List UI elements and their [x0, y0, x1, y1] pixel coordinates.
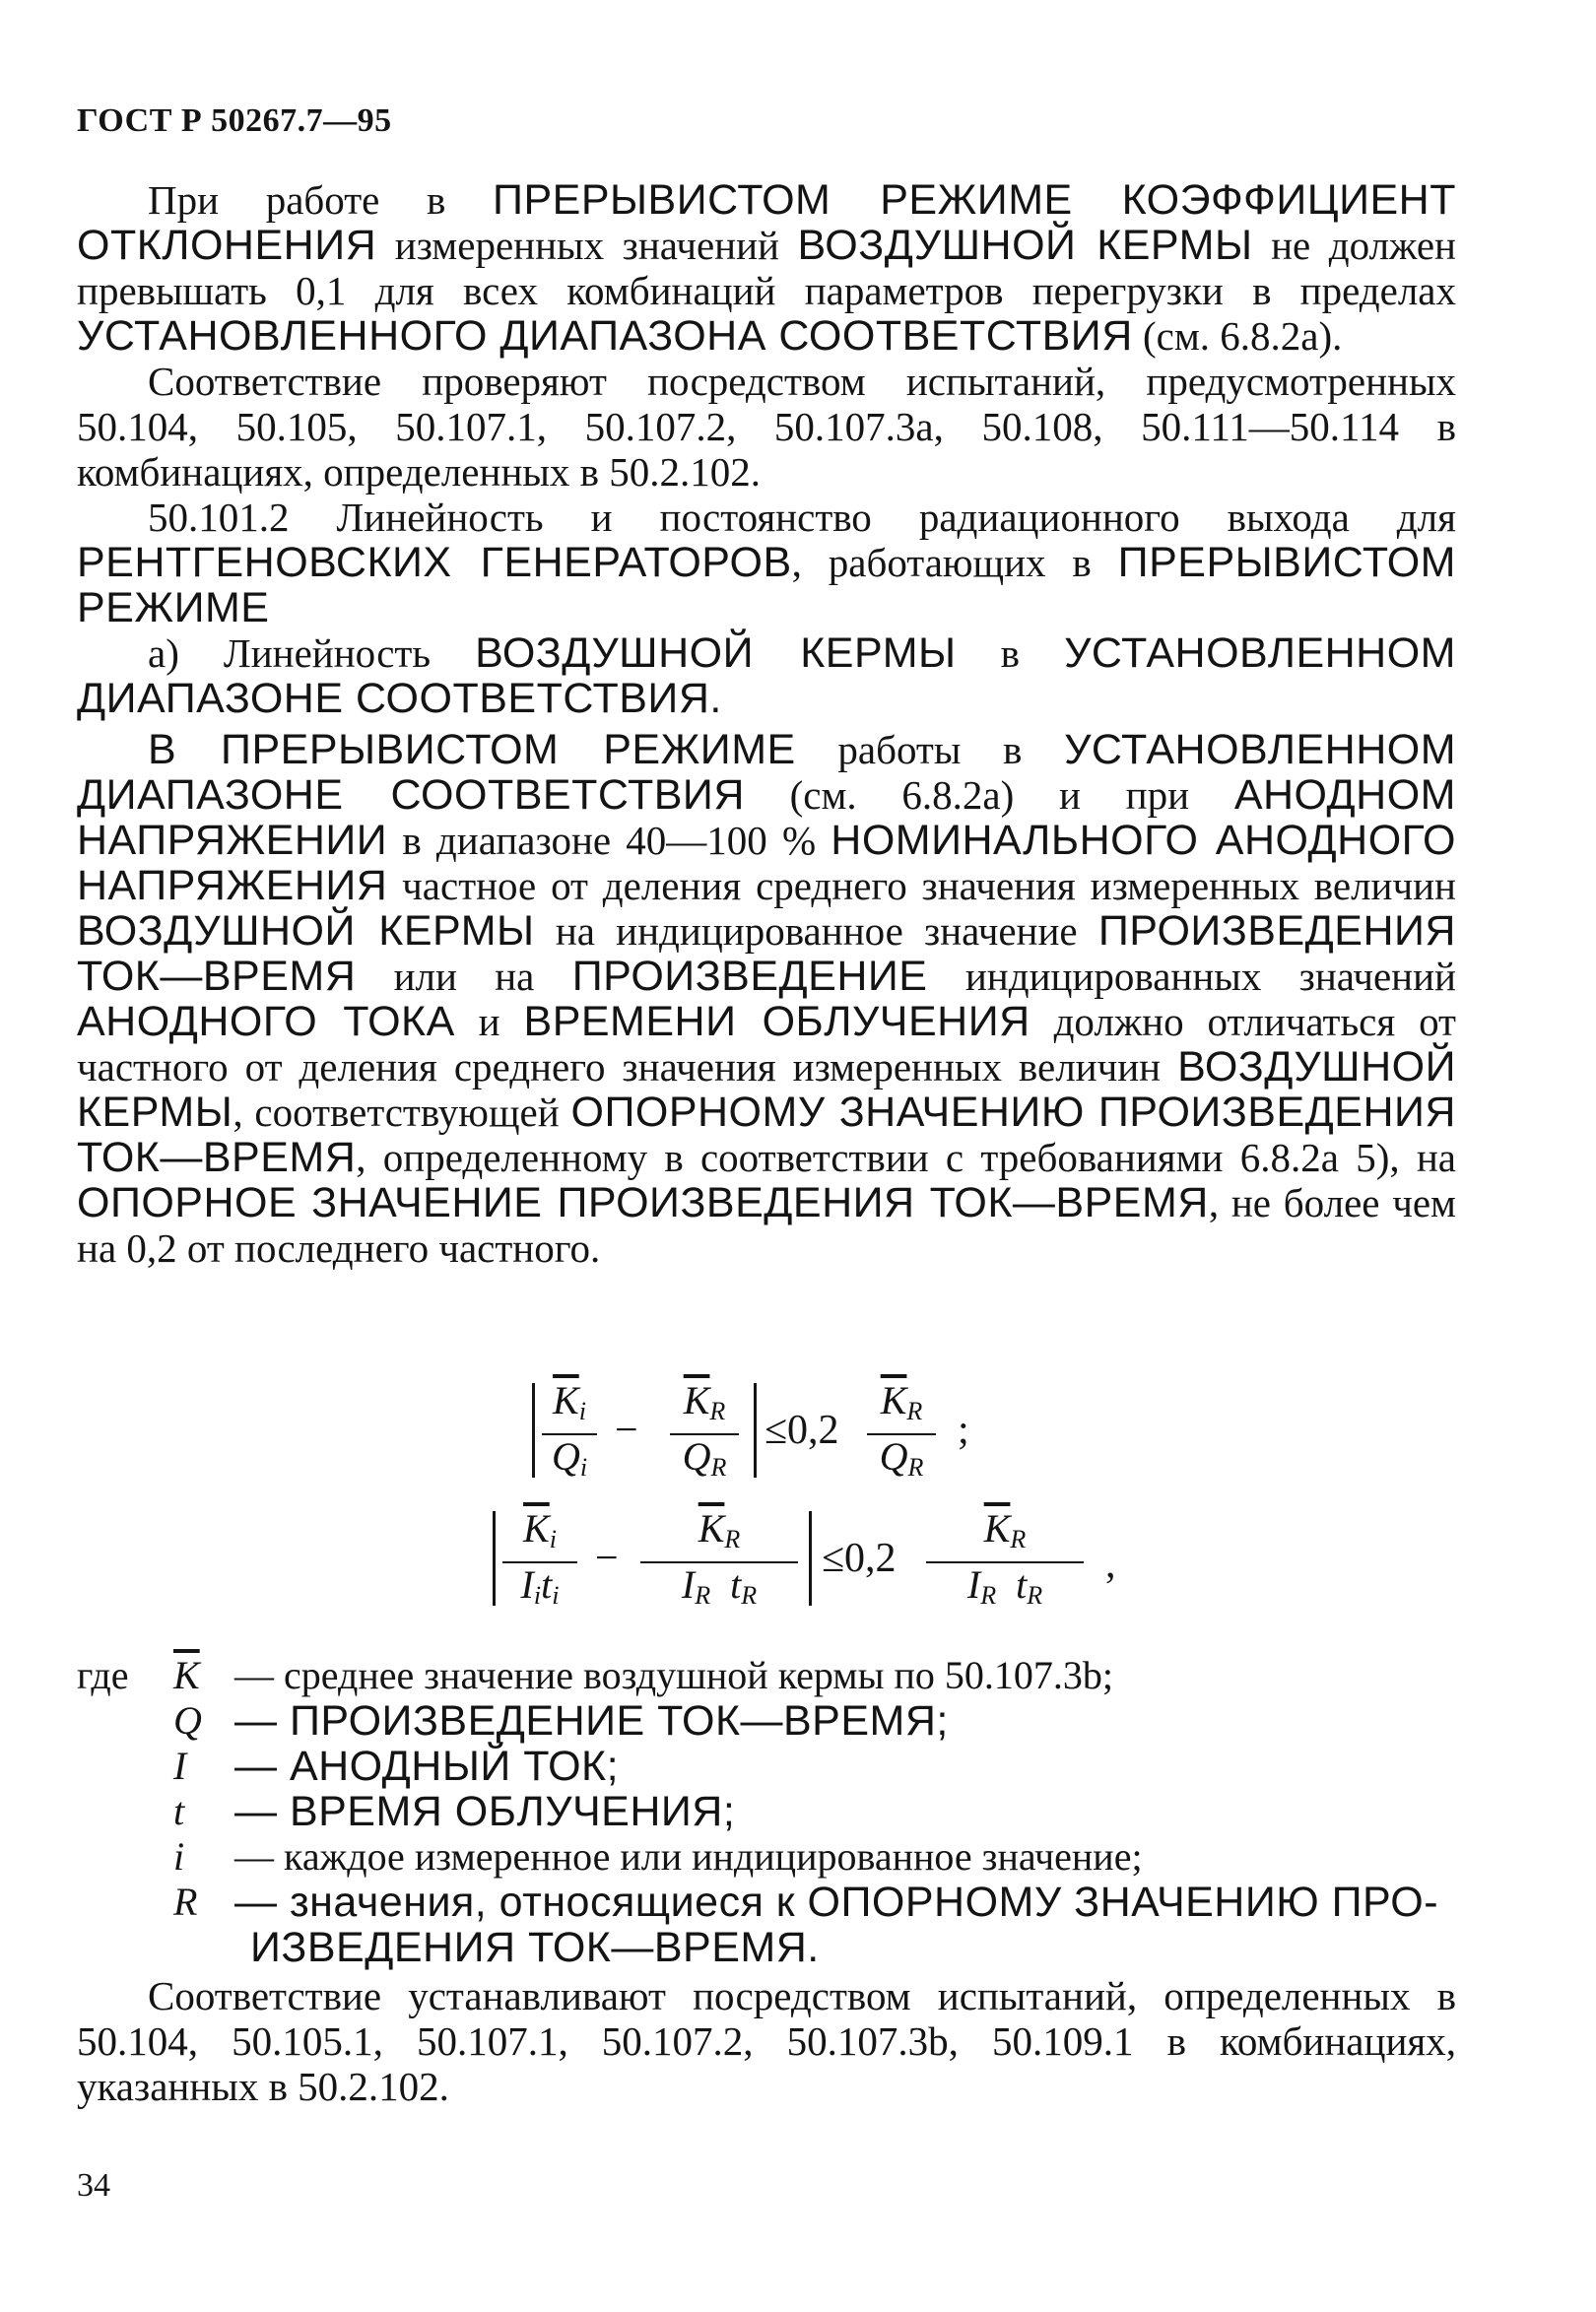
term: АНОДНОГО ТОКА [77, 998, 455, 1045]
fraction-kr-irtr: $\frac{\overline{K}_R}{I_R t_R}$ [640, 1507, 798, 1618]
where-label: где [77, 1653, 129, 1697]
symbol: I [173, 1744, 187, 1788]
symbol: $\overline{K}$ [173, 1653, 200, 1697]
fraction-ki-qi: $\frac{\overline{K}_i}{Q_i}$ [542, 1379, 597, 1489]
paragraph-1 [77, 177, 1456, 359]
fraction-kr-irtr-right: $\frac{\overline{K}_R}{I_R t_R}$ [926, 1507, 1084, 1618]
formula-2 [493, 1507, 1163, 1616]
minus-sign: − [595, 1536, 619, 1581]
minus-sign: − [615, 1408, 638, 1453]
text-run: не должен превышать 0,1 для всех комбинаций параметров перегрузки в пределах [77, 223, 1456, 313]
fraction-kr-qr-right: $\frac{\overline{K}_R}{Q_R}$ [867, 1379, 936, 1489]
text-run: на индицированное значение [534, 908, 1098, 954]
le-coefficient: ≤0,2 [822, 1536, 897, 1581]
term: УСТАНОВЛЕННОГО ДИАПАЗОНА СООТВЕТСТВИЯ [77, 312, 1133, 360]
fraction-ki-iiti: $\overline{K}_i$ $I_it_i$ [502, 1507, 577, 1618]
definition-text: — ПРОИЗВЕДЕНИЕ ТОК—ВРЕМЯ; [234, 1697, 949, 1745]
definition-item [77, 1880, 1456, 1925]
term: ПРЕРЫВИСТОМ РЕЖИМЕ [77, 539, 1456, 631]
paragraph-4 [77, 630, 1456, 721]
term: ПРОИЗВЕДЕНИЕ [571, 953, 928, 1000]
text-run: а) Линейность [148, 630, 476, 676]
text-run: или на [356, 954, 572, 999]
text-run: в [956, 630, 1065, 676]
text-run: измеренных значений [376, 223, 798, 268]
definition-text: — ВРЕМЯ ОБЛУЧЕНИЯ; [234, 1788, 736, 1835]
definition-continuation [77, 1925, 1456, 1970]
definition-item [77, 1834, 1456, 1880]
term: ВОЗДУШНОЙ КЕРМЫ [77, 907, 535, 955]
term: ОПОРНОЕ ЗНАЧЕНИЕ ПРОИЗВЕДЕНИЯ ТОК—ВРЕМЯ [77, 1179, 1209, 1226]
definition-text: — АНОДНЫЙ ТОК; [234, 1743, 620, 1790]
fraction-kr-qr: $\frac{\overline{K}_R}{Q_R}$ [670, 1379, 739, 1489]
term: РЕНТГЕНОВСКИХ ГЕНЕРАТОРОВ [77, 539, 792, 586]
text-run: частное от деления среднего значения измеренных величин [387, 863, 1456, 908]
definition-item [77, 1789, 1456, 1834]
definition-text: — значения, относящиеся к ОПОРНОМУ ЗНАЧЕНИЮ ПРО- [234, 1879, 1439, 1926]
symbol: i [173, 1834, 185, 1879]
text-run: (см. 6.8.2а). [1132, 313, 1343, 359]
conclusion-text [77, 1973, 1456, 2109]
document-header: ГОСТ Р 50267.7—95 [77, 102, 392, 139]
text-run: , определенному в соответствии с требованиями 6.8.2а 5), на [356, 1135, 1456, 1180]
comma: , [1105, 1542, 1116, 1587]
text-run: должно отличаться от частного от деления среднего значения измеренных величин [77, 999, 1456, 1090]
definition-text: — каждое измеренное или индицированное значение; [234, 1834, 1143, 1879]
symbol: R [173, 1880, 198, 1924]
page-number: 34 [77, 2167, 110, 2204]
text-run: , соответствующей [233, 1090, 571, 1135]
symbol: Q [173, 1698, 202, 1743]
text-run: 50.101.2 Линейность и постоянство радиационного выхода для [148, 495, 1456, 540]
semicolon: ; [958, 1408, 969, 1453]
text-run: в диапазоне 40—100 % [387, 818, 831, 863]
term: ОПОРНОМУ ЗНАЧЕНИЮ ПРОИЗВЕДЕНИЯ ТОК—ВРЕМЯ [77, 1089, 1456, 1181]
term: НОМИНАЛЬНОГО АНОДНОГО НАПРЯЖЕНИЯ [77, 817, 1456, 909]
term: В ПРЕРЫВИСТОМ РЕЖИМЕ [148, 726, 796, 773]
text-run: (см. 6.8.2а) и при [744, 772, 1234, 818]
main-text [77, 177, 1456, 1271]
term: ВРЕМЕНИ ОБЛУЧЕНИЯ [523, 998, 1031, 1045]
definition-item [77, 1698, 1456, 1744]
text-run: , работающих в [791, 540, 1118, 585]
text-run: индицированных значений [927, 954, 1456, 999]
text-run: , не более чем на 0,2 от последнего частного. [77, 1180, 1457, 1271]
term: ВОЗДУШНОЙ КЕРМЫ [797, 222, 1253, 269]
definition-text: — среднее значение воздушной кермы по 50.107.3b; [234, 1653, 1113, 1697]
text-run: При работе в [148, 177, 494, 223]
paragraph-3 [77, 495, 1456, 630]
definitions-list [77, 1653, 1456, 1970]
le-coefficient: ≤0,2 [765, 1408, 839, 1453]
term: ПРОИЗВЕДЕНИЯ ТОК—ВРЕМЯ [77, 907, 1456, 1000]
formula-1 [532, 1379, 1025, 1487]
text-run: работы в [795, 727, 1065, 772]
definition-text: ИЗВЕДЕНИЯ ТОК—ВРЕМЯ. [250, 1924, 820, 1971]
term: ВОЗДУШНОЙ КЕРМЫ [475, 629, 957, 677]
paragraph-conclusion: Соответствие устанавливают посредством испытаний, определенных в 50.104, 50.105.1, 50.107.1, 50.107.2, 50.107.3b, 50.109.1 в комбинациях, указанных в 50.2.102. [77, 1973, 1456, 2109]
term: УСТАНОВЛЕННОМ ДИАПАЗОНЕ СООТВЕТСТВИЯ [77, 726, 1457, 819]
term: ПРЕРЫВИСТОМ РЕЖИМЕ КОЭФФИЦИЕНТ ОТКЛОНЕНИЯ [77, 176, 1456, 269]
term: ВОЗДУШНОЙ КЕРМЫ [77, 1043, 1456, 1136]
definition-item [77, 1744, 1456, 1789]
term: АНОДНОМ НАПРЯЖЕНИИ [77, 771, 1456, 864]
paragraph-5 [77, 727, 1456, 1271]
symbol: t [173, 1789, 185, 1833]
text-run: и [454, 999, 524, 1044]
term: УСТАНОВЛЕННОМ ДИАПАЗОНЕ СООТВЕТСТВИЯ. [77, 629, 1456, 722]
definition-item [77, 1653, 1456, 1698]
paragraph-2: Соответствие проверяют посредством испытаний, предусмотренных 50.104, 50.105, 50.107.1, 50.107.2, 50.107.3а, 50.108, 50.111—50.114 в комбинациях, определенных в 50.2.102. [77, 359, 1456, 495]
